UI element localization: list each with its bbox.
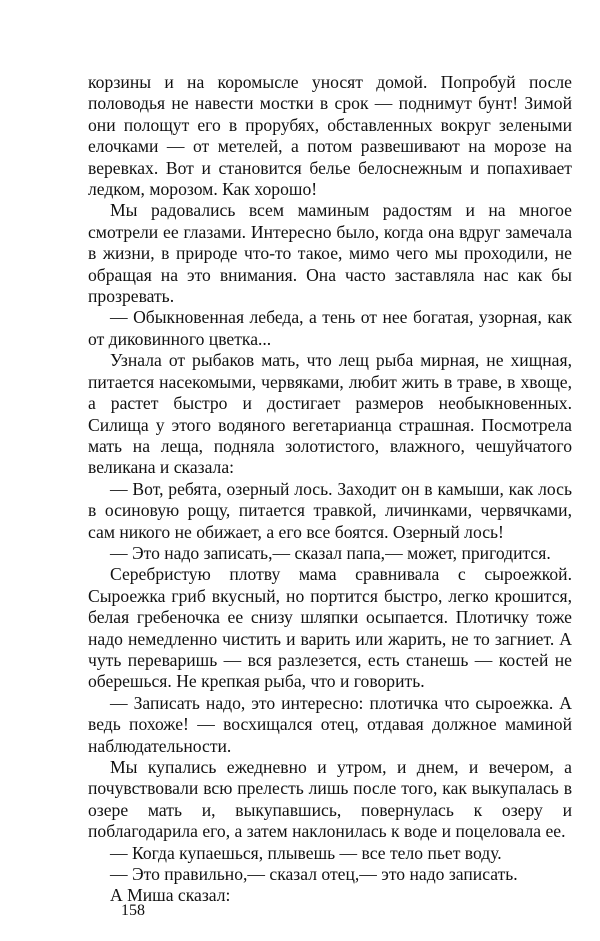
dialogue-line: — Это правильно,— сказал отец,— это надо записать. (110, 864, 518, 885)
paragraph: А Миша сказал: (110, 885, 231, 906)
dialogue-line: — Вот, ребята, озерный лось. Заходит он в камыши, как лось в осиновую рощу, питается травкой, личинками, червячками, сам никого не обижает, а его все боятся. Озерный лось! (88, 478, 572, 542)
dialogue-line: — Это надо записать,— сказал папа,— может, пригодится. (110, 542, 551, 563)
paragraph-continued: корзины и на коромысле уносят домой. Попробуй после половодья не навести мостки в срок — поднимут бунт! Зимой они полощут его в прорубях, обставленных вокруг зелеными елочками — от метелей, а потом развешивают на морозе на веревках. Вот и становится белье белоснежным и попахивает ледком, морозом. Как хорошо! (88, 72, 572, 200)
paragraph: Серебристую плотву мама сравнивала с сыроежкой. Сыроежка гриб вкусный, но портится быстро, легко крошится, белая гребеночка ее снизу шляпки осыпается. Плотичку тоже надо немедленно чистить и варить или жарить, не то загниет. А чуть переваришь — вся разлезется, есть станешь — костей не оберешься. Не крепкая рыба, что и говорить. (88, 564, 572, 692)
paragraph: Мы купались ежедневно и утром, и днем, и вечером, а почувствовали всю прелесть лишь после того, как выкупалась в озере мать и, выкупавшись, повернулась к озеру и поблагодарила его, а затем наклонилась к воде и поцеловала ее. (88, 757, 572, 842)
page-number: 158 (121, 902, 145, 919)
dialogue-line: — Записать надо, это интересно: плотичка что сыроежка. А ведь похоже! — восхищался отец, отдавая должное маминой наблюдательности. (88, 692, 572, 756)
dialogue-line: — Обыкновенная лебеда, а тень от нее богатая, узорная, как от диковинного цветка... (88, 307, 572, 349)
paragraph: Мы радовались всем маминым радостям и на многое смотрели ее глазами. Интересно было, когда она вдруг замечала в жизни, в природе что-то такое, мимо чего мы проходили, не обращая на это внимания. Она часто заставляла нас как бы прозревать. (88, 200, 572, 307)
dialogue-line: — Когда купаешься, плывешь — все тело пьет воду. (110, 842, 502, 863)
paragraph: Узнала от рыбаков мать, что лещ рыба мирная, не хищная, питается насекомыми, червяками, любит жить в траве, в хвоще, а растет быстро и достигает размеров необыкновенных. Силища у этого водяного вегетарианца страшная. Посмотрела мать на леща, подняла золотистого, влажного, чешуйчатого великана и сказала: (88, 350, 572, 478)
page-text (88, 72, 572, 907)
